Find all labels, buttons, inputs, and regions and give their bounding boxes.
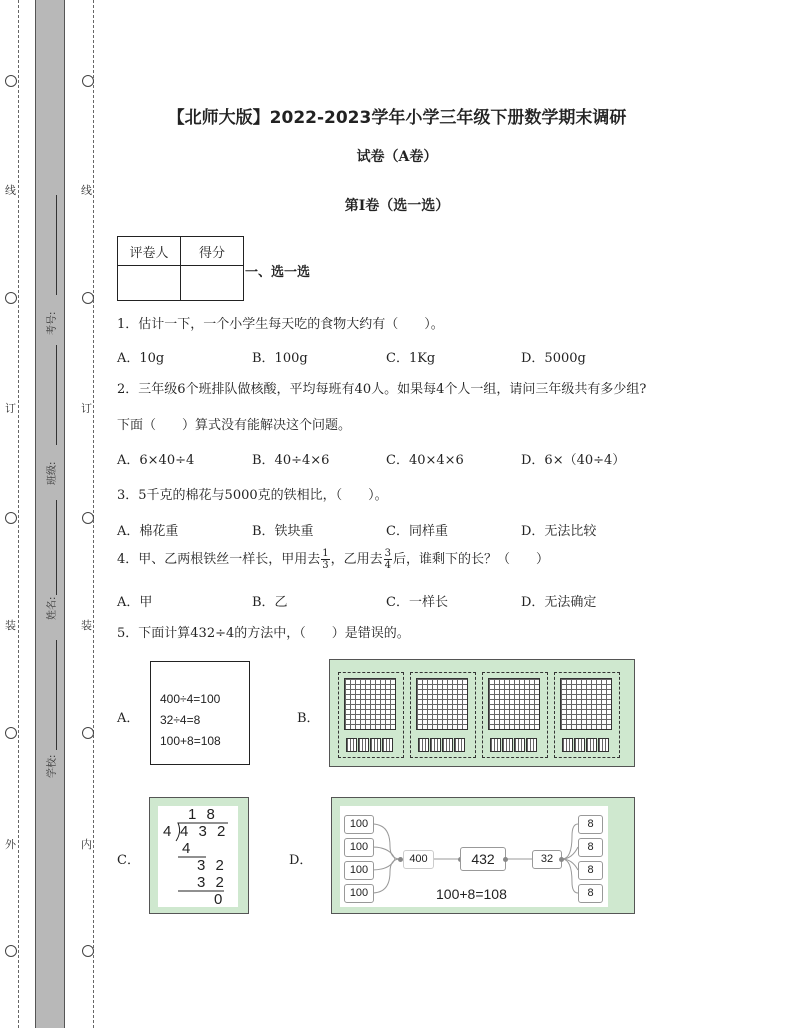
division-step: 4 bbox=[182, 840, 194, 857]
field-class-label: 班级: bbox=[47, 461, 58, 485]
option-d: D．6×（40÷4） bbox=[521, 453, 626, 468]
eight-tag: 8 bbox=[578, 861, 603, 880]
division-dividend: 4 3 2 bbox=[180, 823, 229, 840]
division-quotient: 1 8 bbox=[188, 806, 218, 823]
binding-hole bbox=[5, 945, 17, 957]
option-c: C．一样长 bbox=[386, 595, 448, 610]
fraction-numerator: 1 bbox=[322, 548, 329, 559]
margin-char: 装 bbox=[5, 619, 16, 632]
grader-cell bbox=[118, 266, 181, 301]
option-a: A．甲 bbox=[117, 595, 153, 610]
connector-dot bbox=[559, 857, 564, 862]
option-b: B．40÷4×6 bbox=[252, 453, 330, 468]
section-heading: 一、选一选 bbox=[245, 265, 311, 280]
division-step: 3 2 bbox=[197, 857, 227, 874]
eight-tag: 8 bbox=[578, 884, 603, 903]
fraction-three-quarters bbox=[384, 548, 392, 571]
ten-rods bbox=[562, 737, 610, 751]
question-4-text-c: 后，谁剩下的长？（ ） bbox=[393, 552, 550, 567]
question-1: 1．估计一下，一个小学生每天吃的食物大约有（ ）。 bbox=[117, 317, 444, 332]
division-step: 0 bbox=[214, 891, 226, 908]
option-d: D．无法确定 bbox=[521, 595, 597, 610]
option-b: B．100g bbox=[252, 351, 308, 366]
calc-line: 32÷4=8 bbox=[160, 713, 201, 727]
binding-hole bbox=[82, 512, 94, 524]
margin-char: 订 bbox=[5, 402, 16, 415]
diagram-result: 100+8=108 bbox=[436, 886, 507, 902]
option-c: C．40×4×6 bbox=[386, 453, 464, 468]
fraction-denominator: 3 bbox=[322, 560, 329, 571]
field-name-label: 姓名: bbox=[47, 596, 58, 620]
margin-char: 内 bbox=[81, 838, 92, 851]
option-a-label: A． bbox=[117, 711, 140, 726]
fraction-numerator: 3 bbox=[384, 548, 392, 559]
page-title-line2: 试卷（A卷） bbox=[356, 149, 438, 165]
margin-char: 外 bbox=[5, 838, 16, 851]
calc-line: 400÷4=100 bbox=[160, 692, 221, 706]
division-divisor: 4 bbox=[163, 823, 175, 840]
calc-line: 100+8=108 bbox=[160, 734, 221, 748]
option-b: B．铁块重 bbox=[252, 524, 314, 539]
connector-dot bbox=[503, 857, 508, 862]
ten-rods bbox=[490, 737, 538, 751]
eight-tag: 8 bbox=[578, 815, 603, 834]
question-2: 2．三年级6个班排队做核酸，平均每班有40人。如果每4个人一组，请问三年级共有多少组? bbox=[117, 382, 647, 397]
option-a-calculation bbox=[150, 661, 250, 765]
hundred-block bbox=[488, 678, 540, 730]
margin-char: 线 bbox=[81, 184, 92, 197]
option-b-base-ten-blocks bbox=[329, 659, 635, 767]
option-c: C．同样重 bbox=[386, 524, 448, 539]
block-group bbox=[482, 672, 548, 758]
option-a: A．棉花重 bbox=[117, 524, 179, 539]
option-d: D．5000g bbox=[521, 351, 586, 366]
fraction-one-third bbox=[321, 548, 329, 571]
option-c: C．1Kg bbox=[386, 351, 436, 366]
option-c-long-division bbox=[149, 797, 249, 914]
sum-tag: 400 bbox=[403, 850, 434, 869]
question-4 bbox=[117, 548, 549, 571]
binding-hole bbox=[5, 512, 17, 524]
grader-header: 评卷人 bbox=[118, 237, 181, 266]
option-a: A．6×40÷4 bbox=[117, 453, 195, 468]
block-group bbox=[338, 672, 404, 758]
block-group bbox=[554, 672, 620, 758]
margin-char: 装 bbox=[81, 619, 92, 632]
hundred-tag: 100 bbox=[344, 838, 374, 857]
hundred-block bbox=[560, 678, 612, 730]
fraction-denominator: 4 bbox=[384, 560, 392, 571]
option-b: B．乙 bbox=[252, 595, 288, 610]
option-d: D．无法比较 bbox=[521, 524, 597, 539]
field-name-line bbox=[56, 500, 57, 595]
question-2-line2: 下面（ ）算式没有能解决这个问题。 bbox=[117, 418, 352, 433]
block-group bbox=[410, 672, 476, 758]
hundred-tag: 100 bbox=[344, 861, 374, 880]
field-school-line bbox=[56, 640, 57, 750]
binding-hole bbox=[82, 727, 94, 739]
score-table bbox=[117, 236, 244, 301]
division-step: 3 2 bbox=[197, 874, 227, 891]
field-exam-no-label: 考号: bbox=[47, 311, 58, 335]
binding-hole bbox=[5, 292, 17, 304]
binding-hole bbox=[5, 75, 17, 87]
hundred-block bbox=[416, 678, 468, 730]
page-title: 【北师大版】2022-2023学年小学三年级下册数学期末调研 bbox=[167, 108, 627, 128]
margin-char: 订 bbox=[81, 402, 92, 415]
hundred-tag: 100 bbox=[344, 815, 374, 834]
ten-rods bbox=[346, 737, 394, 751]
field-class-line bbox=[56, 345, 57, 445]
score-header: 得分 bbox=[181, 237, 244, 266]
hundred-block bbox=[344, 678, 396, 730]
binding-hole bbox=[82, 292, 94, 304]
question-3: 3．5千克的棉花与5000克的铁相比，（ ）。 bbox=[117, 488, 388, 503]
question-4-text-a: 4．甲、乙两根铁丝一样长，甲用去 bbox=[117, 552, 321, 567]
option-a: A．10g bbox=[117, 351, 165, 366]
ten-rods bbox=[418, 737, 466, 751]
option-d-label: D． bbox=[289, 853, 313, 868]
option-d-diagram bbox=[331, 797, 635, 914]
hundred-tag: 100 bbox=[344, 884, 374, 903]
field-school-label: 学校: bbox=[47, 754, 58, 778]
eight-tag: 8 bbox=[578, 838, 603, 857]
question-5: 5．下面计算432÷4的方法中，（ ）是错误的。 bbox=[117, 626, 410, 641]
total-tag: 432 bbox=[460, 847, 506, 871]
binding-hole bbox=[82, 75, 94, 87]
score-cell bbox=[181, 266, 244, 301]
option-c-label: C． bbox=[117, 853, 140, 868]
binding-hole bbox=[5, 727, 17, 739]
part-title: 第I卷（选一选） bbox=[344, 198, 450, 214]
binding-hole bbox=[82, 945, 94, 957]
option-b-label: B． bbox=[297, 711, 320, 726]
margin-char: 线 bbox=[5, 184, 16, 197]
question-4-text-b: ，乙用去 bbox=[330, 552, 383, 567]
rest-tag: 32 bbox=[532, 850, 562, 869]
